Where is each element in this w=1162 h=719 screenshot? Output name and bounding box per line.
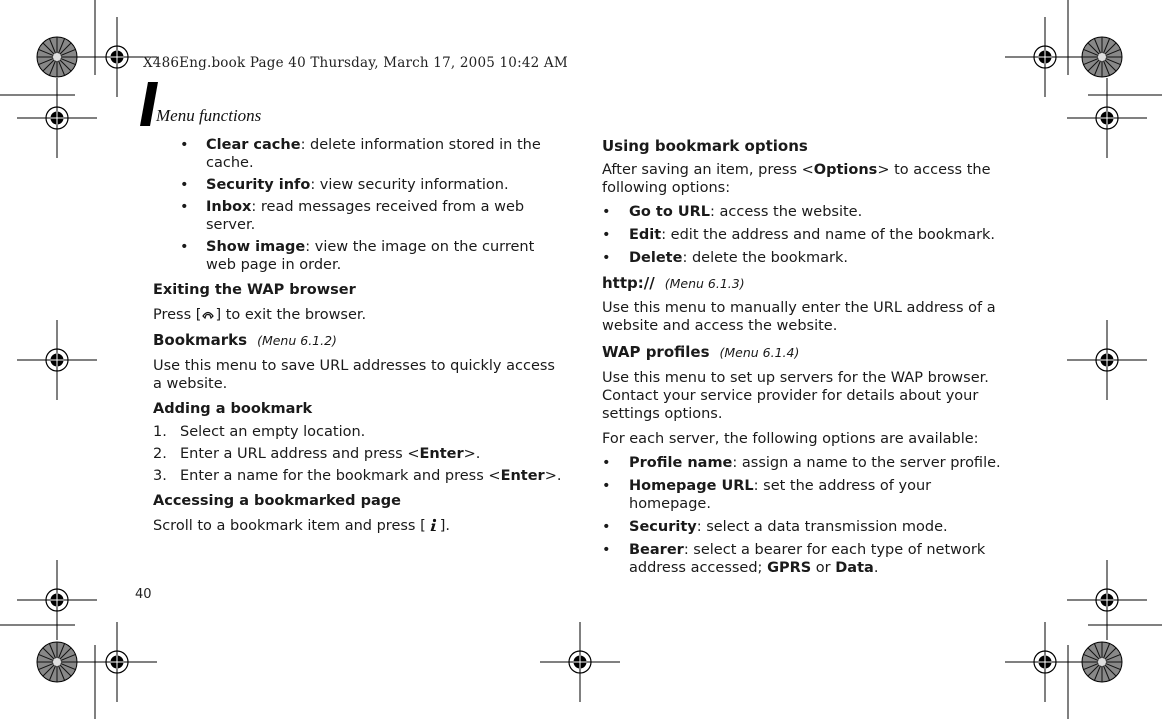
- term: Delete: [629, 250, 683, 266]
- options-intro: [602, 161, 1012, 197]
- step-item: [153, 467, 563, 485]
- right-column: [602, 137, 1012, 577]
- heading-wap-profiles: WAP profiles: [602, 343, 710, 361]
- description: : delete information stored in the cache.: [206, 137, 541, 171]
- step-text: >.: [463, 446, 481, 462]
- list-item: [602, 226, 1012, 244]
- bullet: •: [602, 519, 611, 535]
- term: Profile name: [629, 455, 733, 471]
- bullet: •: [602, 542, 611, 558]
- list-item: [602, 518, 1012, 536]
- bookmarks-heading-row: [153, 331, 563, 350]
- heading-exiting-browser: Exiting the WAP browser: [153, 282, 356, 298]
- menu-reference: (Menu 6.1.4): [719, 345, 800, 360]
- description: : view security information.: [310, 177, 509, 193]
- option-data: Data: [835, 560, 874, 576]
- description: : access the website.: [710, 204, 863, 220]
- list-item: [153, 238, 563, 274]
- text: Press [: [153, 307, 202, 323]
- term: Bearer: [629, 542, 684, 558]
- step-item: [153, 423, 563, 441]
- text: > to access the following options:: [602, 162, 991, 196]
- bullet: •: [602, 204, 611, 220]
- text: ] to exit the browser.: [215, 307, 367, 323]
- list-item: [602, 541, 1012, 577]
- term: Security: [629, 519, 697, 535]
- list-item: [153, 198, 563, 234]
- option-gprs: GPRS: [767, 560, 812, 576]
- heading-adding-bookmark: Adding a bookmark: [153, 401, 313, 417]
- wap-heading-row: [602, 343, 1012, 362]
- description: : view the image on the current web page in order.: [206, 239, 535, 273]
- term: Clear cache: [206, 137, 301, 153]
- section-title: Menu functions: [156, 106, 262, 125]
- book-header-info: X486Eng.book Page 40 Thursday, March 17, 2005 10:42 AM: [143, 55, 568, 71]
- page-number: 40: [135, 587, 152, 602]
- bullet: •: [602, 455, 611, 471]
- http-text: Use this menu to manually enter the URL address of a website and access the website.: [602, 300, 996, 334]
- menu-reference: (Menu 6.1.3): [664, 276, 745, 291]
- heading-bookmark-options: Using bookmark options: [602, 137, 808, 155]
- step-text: Enter a URL address and press <: [180, 446, 420, 462]
- list-item: [602, 454, 1012, 472]
- text: ].: [439, 518, 451, 534]
- description: : assign a name to the server profile.: [732, 455, 1001, 471]
- step-number: 1.: [153, 424, 167, 440]
- heading-accessing-bookmark: Accessing a bookmarked page: [153, 493, 401, 509]
- end-call-key-icon: [201, 307, 215, 321]
- exiting-text: [153, 306, 563, 324]
- left-column: [153, 136, 563, 535]
- soft-key-label: Options: [813, 162, 878, 178]
- bullet: •: [602, 250, 611, 266]
- text: .: [873, 560, 879, 576]
- step-text: Select an empty location.: [180, 424, 366, 440]
- http-heading-row: [602, 274, 1012, 293]
- text: or: [811, 560, 836, 576]
- list-item: [602, 249, 1012, 267]
- soft-key-label: Enter: [419, 446, 464, 462]
- accessing-text: [153, 517, 563, 535]
- list-item: [602, 477, 1012, 513]
- bullet: •: [602, 227, 611, 243]
- bullet: •: [180, 177, 189, 193]
- description: : read messages received from a web server.: [206, 199, 525, 233]
- text: After saving an item, press <: [602, 162, 814, 178]
- description: : set the address of your homepage.: [629, 478, 932, 512]
- heading-bookmarks: Bookmarks: [153, 331, 248, 349]
- term: Homepage URL: [629, 478, 754, 494]
- heading-http: http://: [602, 274, 655, 292]
- step-text: Enter a name for the bookmark and press <: [180, 468, 501, 484]
- description: : edit the address and name of the bookmark.: [661, 227, 996, 243]
- term: Show image: [206, 239, 306, 255]
- wap-text-options: For each server, the following options are available:: [602, 431, 979, 447]
- bookmarks-text: Use this menu to save URL addresses to quickly access a website.: [153, 358, 555, 392]
- term: Security info: [206, 177, 311, 193]
- text: Scroll to a bookmark item and press [: [153, 518, 426, 534]
- list-item: [153, 176, 563, 194]
- list-item: [153, 136, 563, 172]
- term: Go to URL: [629, 204, 711, 220]
- bullet: •: [602, 478, 611, 494]
- bullet: •: [180, 239, 189, 255]
- step-number: 3.: [153, 468, 167, 484]
- term: Edit: [629, 227, 662, 243]
- info-key-icon: [426, 518, 440, 532]
- step-item: [153, 445, 563, 463]
- soft-key-label: Enter: [500, 468, 545, 484]
- wap-text: Use this menu to set up servers for the WAP browser. Contact your service provider for details about your settings options.: [602, 370, 989, 422]
- bullet: •: [180, 137, 189, 153]
- bullet: •: [180, 199, 189, 215]
- step-number: 2.: [153, 446, 167, 462]
- list-item: [602, 203, 1012, 221]
- description: : delete the bookmark.: [682, 250, 848, 266]
- step-text: >.: [544, 468, 562, 484]
- description: : select a bearer for each type of network address accessed;: [629, 542, 986, 576]
- description: : select a data transmission mode.: [696, 519, 948, 535]
- menu-reference: (Menu 6.1.2): [257, 333, 337, 348]
- term: Inbox: [206, 199, 252, 215]
